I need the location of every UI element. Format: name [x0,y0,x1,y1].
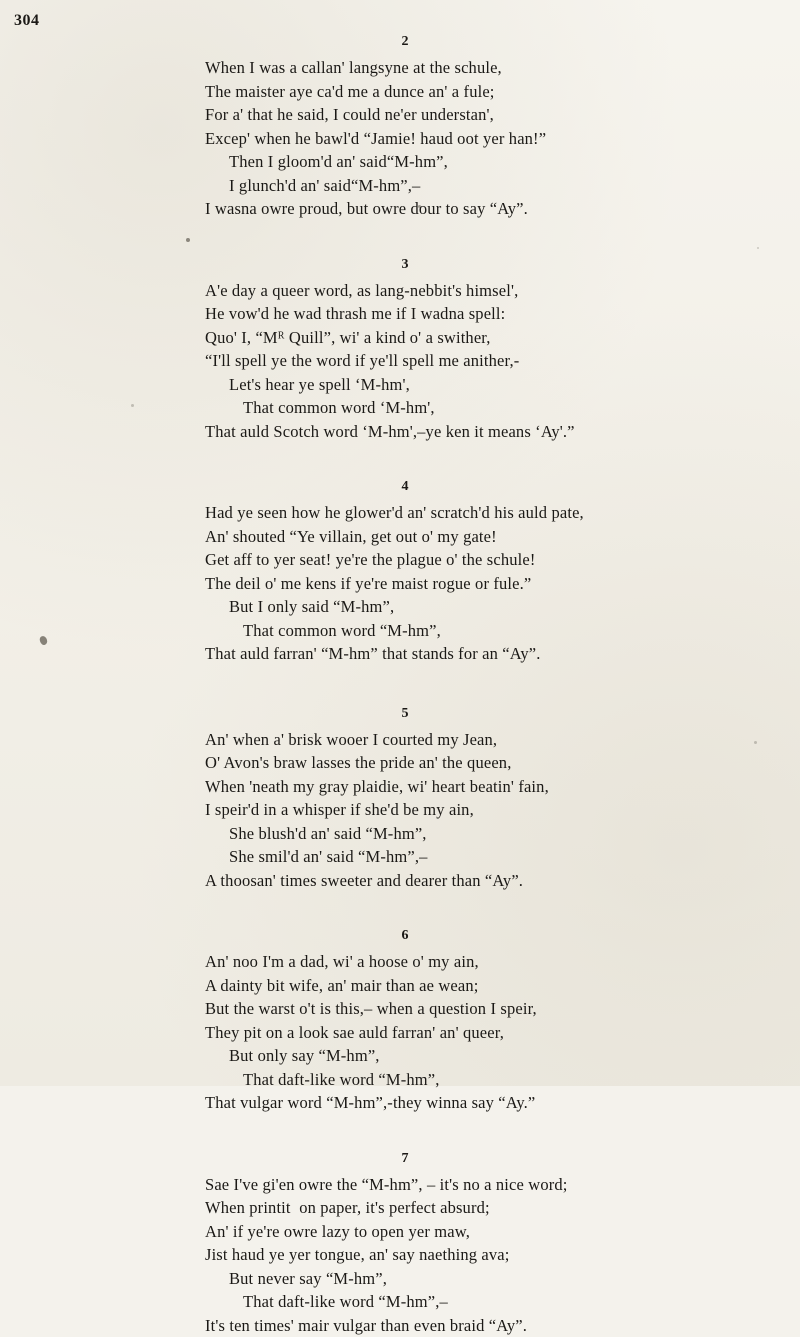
stanza-number: 4 [0,479,800,495]
stanza-lines [0,950,800,1115]
poem-line: But only say “M-hm”, [205,1044,800,1068]
poem-line: They pit on a look sae auld farran' an' queer, [205,1021,800,1045]
stanza [0,0,800,221]
poem-line: O' Avon's braw lasses the pride an' the queen, [205,751,800,775]
poem-line: That daft-like word “M-hm”, [205,1068,800,1092]
stanza-number: 3 [0,257,800,273]
poem-line: Had ye seen how he glower'd an' scratch'd his auld pate, [205,501,800,525]
poem-line: An' shouted “Ye villain, get out o' my gate! [205,525,800,549]
poem-line: A dainty bit wife, an' mair than ae wean; [205,974,800,998]
stanza-lines [0,728,800,893]
poem-line: But never say “M-hm”, [205,1267,800,1291]
poem-line: She blush'd an' said “M-hm”, [205,822,800,846]
stanza-lines [0,56,800,221]
poem-line: Let's hear ye spell ‘M-hm', [205,373,800,397]
poem-line: Excep' when he bawl'd “Jamie! haud oot yer han!” [205,127,800,151]
poem-line: When 'neath my gray plaidie, wi' heart beatin' fain, [205,775,800,799]
poem-line: That vulgar word “M-hm”,-they winna say “Ay.” [205,1091,800,1115]
poem-line: Then I gloom'd an' said“M-hm”, [205,150,800,174]
stanza [0,666,800,893]
poem-line: He vow'd he wad thrash me if I wadna spell: [205,302,800,326]
poem-line: The deil o' me kens if ye're maist rogue or fule.” [205,572,800,596]
stanza [0,443,800,666]
poem-line: That daft-like word “M-hm”,– [205,1290,800,1314]
poem-line: That auld farran' “M-hm” that stands for an “Ay”. [205,642,800,666]
poem-line: Get aff to yer seat! ye're the plague o' the schule! [205,548,800,572]
poem-line: An' noo I'm a dad, wi' a hoose o' my ain, [205,950,800,974]
poem-line: When I was a callan' langsyne at the schule, [205,56,800,80]
poem-line: A'e day a queer word, as lang-nebbit's himsel', [205,279,800,303]
poem-line: Jist haud ye yer tongue, an' say naething ava; [205,1243,800,1267]
page-number: 304 [14,12,40,30]
poem-line: A thoosan' times sweeter and dearer than “Ay”. [205,869,800,893]
stanza-number: 6 [0,928,800,944]
stanza-number: 5 [0,706,800,722]
stanza [0,221,800,444]
poem-line: It's ten times' mair vulgar than even braid “Ay”. [205,1314,800,1337]
stanza [0,1115,800,1337]
stanza-number: 2 [0,34,800,50]
poem-line: I glunch'd an' said“M-hm”,– [205,174,800,198]
stanza [0,892,800,1115]
poem-line: That common word ‘M-hm', [205,396,800,420]
poem-line: For a' that he said, I could ne'er understan', [205,103,800,127]
poem-line: I wasna owre proud, but owre dour to say “Ay”. [205,197,800,221]
poem-line: I speir'd in a whisper if she'd be my ain, [205,798,800,822]
stanza-lines [0,279,800,444]
poem-line: The maister aye ca'd me a dunce an' a fule; [205,80,800,104]
poem-line: “I'll spell ye the word if ye'll spell me anither,- [205,349,800,373]
stanza-lines [0,501,800,666]
poem-line: That auld Scotch word ‘M-hm',–ye ken it means ‘Ay'.” [205,420,800,444]
poem-line: Quo' I, “Mᴿ Quill”, wi' a kind o' a swither, [205,326,800,350]
poem-line: But the warst o't is this,– when a question I speir, [205,997,800,1021]
poem-line: But I only said “M-hm”, [205,595,800,619]
poem-line: An' if ye're owre lazy to open yer maw, [205,1220,800,1244]
stanza-lines [0,1173,800,1337]
poem-line: That common word “M-hm”, [205,619,800,643]
poem-line: Sae I've gi'en owre the “M-hm”, – it's no a nice word; [205,1173,800,1197]
poem-line: When printit on paper, it's perfect absurd; [205,1196,800,1220]
poem-line: She smil'd an' said “M-hm”,– [205,845,800,869]
poem-line: An' when a' brisk wooer I courted my Jean, [205,728,800,752]
stanza-number: 7 [0,1151,800,1167]
